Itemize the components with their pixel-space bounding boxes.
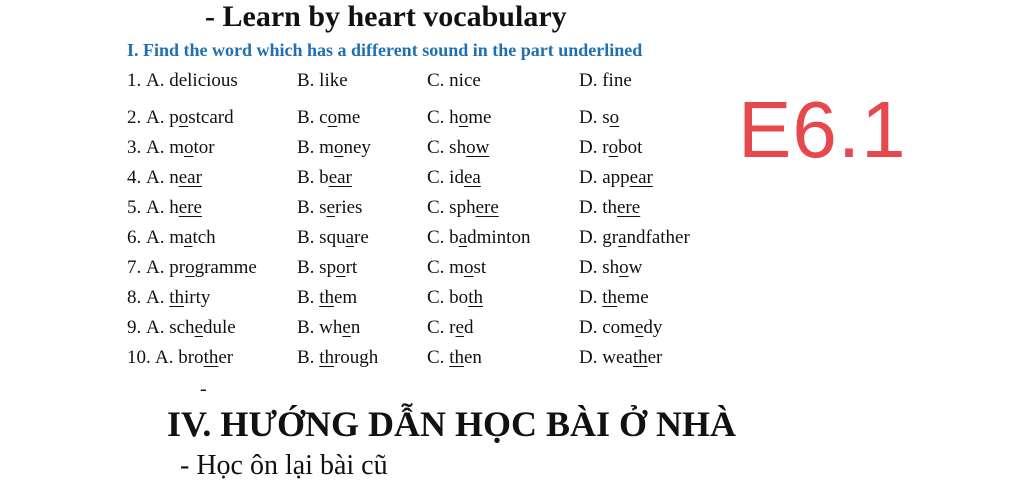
option-a: A. thirty [146, 287, 211, 308]
option-a: A. near [146, 167, 202, 188]
option-c: C. home [427, 107, 492, 128]
underlined-part: ear [629, 167, 653, 188]
underlined-part: ere [475, 197, 499, 218]
option-d: D. show [579, 257, 643, 278]
underlined-part: th [468, 287, 483, 308]
question-number: 3. [127, 137, 142, 158]
option-c: C. sphere [427, 197, 499, 218]
option-c: C. most [427, 257, 487, 278]
underlined-part: o [458, 107, 469, 128]
option-a: A. delicious [146, 70, 238, 91]
underlined-part: e [194, 317, 203, 338]
option-c: C. red [427, 317, 474, 338]
option-d: D. comedy [579, 317, 663, 338]
question-number: 1. [127, 70, 142, 91]
option-b: B. money [297, 137, 371, 158]
underlined-part: ere [178, 197, 202, 218]
question-number: 2. [127, 107, 142, 128]
option-d: D. theme [579, 287, 649, 308]
underlined-part: th [319, 287, 334, 308]
underlined-part: o [178, 107, 189, 128]
underlined-part: ere [617, 197, 641, 218]
underlined-part: o [185, 257, 195, 278]
option-d: D. fine [579, 70, 632, 91]
option-b: B. like [297, 70, 348, 91]
question-number: 4. [127, 167, 142, 188]
underlined-part: o [333, 137, 344, 158]
option-a: A. motor [146, 137, 215, 158]
underlined-part: a [458, 227, 468, 248]
option-d: D. appear [579, 167, 653, 188]
question-number: 6. [127, 227, 142, 248]
question-number: 10. [127, 347, 151, 368]
underlined-part: a [618, 227, 627, 248]
option-d: D. weather [579, 347, 663, 368]
underlined-part: e [455, 317, 464, 338]
section-title: IV. HƯỚNG DẪN HỌC BÀI Ở NHÀ [167, 404, 737, 444]
exercise-instruction: I. Find the word which has a different sound in the part underlined [127, 40, 643, 60]
option-b: B. series [297, 197, 363, 218]
option-d: D. there [579, 197, 641, 218]
dash-marker: - [200, 378, 207, 400]
page-heading: - Learn by heart vocabulary [205, 0, 567, 33]
option-b: B. come [297, 107, 361, 128]
underlined-part: o [463, 257, 474, 278]
option-d: D. robot [579, 137, 643, 158]
section-item: - Học ôn lại bài cũ [180, 450, 388, 481]
underlined-part: o [608, 137, 619, 158]
option-b: B. when [297, 317, 361, 338]
underlined-part: ow [466, 137, 490, 158]
underlined-part: th [169, 287, 185, 308]
question-number: 9. [127, 317, 142, 338]
underlined-part: o [184, 137, 194, 158]
underlined-part: th [319, 347, 334, 368]
underlined-part: o [327, 107, 338, 128]
option-a: A. brother [155, 347, 234, 368]
underlined-part: e [326, 197, 336, 218]
option-c: C. then [427, 347, 482, 368]
option-a: A. match [146, 227, 216, 248]
option-b: B. them [297, 287, 358, 308]
option-a: A. programme [146, 257, 257, 278]
underlined-part: e [634, 317, 644, 338]
underlined-part: th [203, 347, 219, 368]
option-c: C. both [427, 287, 483, 308]
underlined-part: o [609, 107, 620, 128]
lesson-code-stamp: E6.1 [738, 85, 907, 174]
underlined-part: o [336, 257, 346, 278]
option-a: A. postcard [146, 107, 234, 128]
underlined-part: o [619, 257, 629, 278]
underlined-part: ear [328, 167, 352, 188]
underlined-part: a [345, 227, 355, 248]
underlined-part: th [449, 347, 464, 368]
underlined-part: ear [178, 167, 202, 188]
option-c: C. idea [427, 167, 481, 188]
underlined-part: th [632, 347, 648, 368]
question-number: 8. [127, 287, 142, 308]
option-c: C. nice [427, 70, 481, 91]
option-c: C. show [427, 137, 490, 158]
question-number: 5. [127, 197, 142, 218]
question-number: 7. [127, 257, 142, 278]
underlined-part: th [602, 287, 618, 308]
option-d: D. so [579, 107, 620, 128]
underlined-part: e [342, 317, 351, 338]
option-d: D. grandfather [579, 227, 690, 248]
option-b: B. through [297, 347, 379, 368]
option-b: B. sport [297, 257, 358, 278]
option-b: B. square [297, 227, 369, 248]
option-b: B. bear [297, 167, 352, 188]
option-a: A. schedule [146, 317, 236, 338]
underlined-part: a [184, 227, 193, 248]
option-a: A. here [146, 197, 202, 218]
option-c: C. badminton [427, 227, 531, 248]
underlined-part: ea [463, 167, 481, 188]
